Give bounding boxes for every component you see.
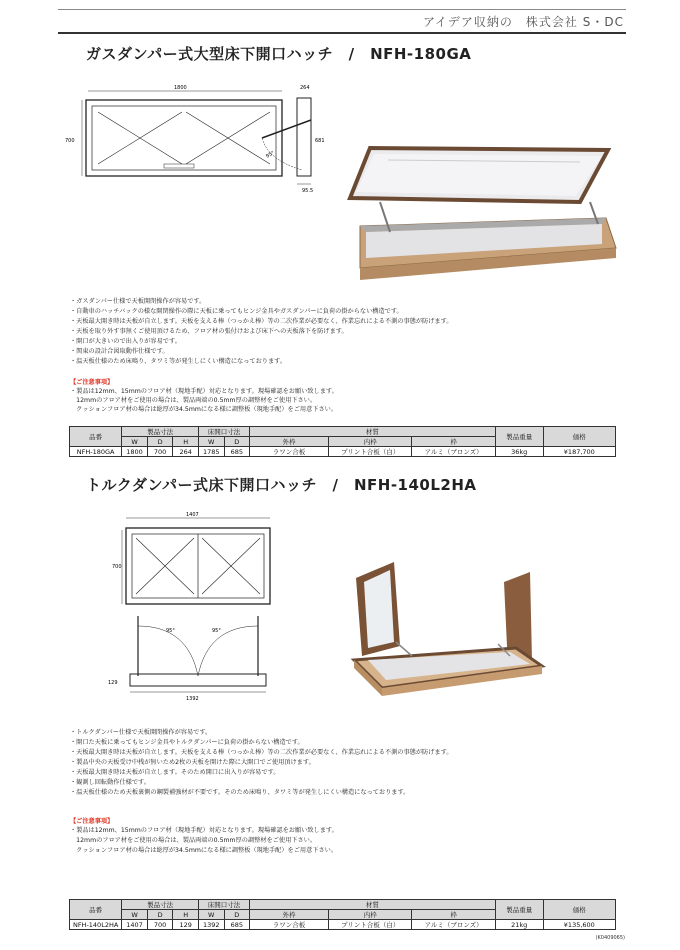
cell-H: 129	[173, 920, 199, 930]
col-D: D	[147, 910, 173, 920]
feature-line: ・トルクダンパー仕様で天板開閉操作が容易です。	[70, 729, 212, 736]
cell-D2: 685	[224, 920, 250, 930]
section2-title: トルクダンパー式床下開口ハッチ / NFH-140L2HA	[86, 476, 477, 494]
dim-bottom-label: 1392	[186, 696, 199, 702]
hatch-outline	[86, 100, 282, 176]
col-W2: W	[198, 437, 224, 447]
header-top-rule	[58, 9, 626, 10]
feature-line: ・温天板仕様のため天板裏側の鋼製補強材が不要です。そのため床鳴り、タワミ等が発生しにくい構造になっております。	[70, 789, 410, 796]
col-W: W	[122, 910, 148, 920]
dim-width-label: 1407	[186, 512, 199, 518]
feature-line: ・開口が大きいので出入りが容易です。	[70, 338, 181, 345]
col-H: H	[173, 437, 199, 447]
col-D2: D	[224, 437, 250, 447]
feature-line: ・製品中央の天板受け中桟が無いため2枚の天板を開けた際に大開口でご使用頂けます。	[70, 759, 315, 766]
feature-line: ・関東の設計合図取動作仕様です。	[70, 348, 169, 355]
col-price-header: 価格	[543, 900, 615, 920]
cell-model: NFH-180GA	[70, 447, 122, 457]
section1-spec-table	[69, 426, 616, 457]
section2-notes-title: 【ご注意事項】	[70, 818, 114, 825]
col-inner-header: 床開口寸法	[198, 900, 249, 910]
dim-side-label: 264	[300, 85, 310, 91]
section1-product-photo	[340, 140, 620, 300]
col-inner-header: 床開口寸法	[198, 427, 249, 437]
section1-technical-drawing	[62, 80, 325, 198]
section1-notes-title: 【ご注意事項】	[70, 379, 114, 386]
cell-D2: 685	[224, 447, 250, 457]
cell-W2: 1785	[198, 447, 224, 457]
header-rule	[58, 32, 626, 34]
dim-width-label: 1800	[174, 85, 187, 91]
section1-title: ガスダンパー式大型床下開口ハッチ / NFH-180GA	[86, 45, 472, 63]
feature-line: ・天板最大開き時は天板が自立します。そのため開口に出入りが容易です。	[70, 769, 280, 776]
feature-line: ・天板最大開き時は天板が自立します。天板を支える棒（つっかえ棒）等の二次作業が必要なく、作業忘れによる不測の事態が防げます。	[70, 749, 453, 756]
note-line: ・製品は12mm、15mmのフロア材（現地手配）対応となります。現場確認をお願い致します。	[70, 388, 338, 395]
dim-angle2-label: 95°	[212, 628, 221, 634]
col-price-header: 価格	[543, 427, 615, 447]
cell-H: 264	[173, 447, 199, 457]
col-D: D	[147, 437, 173, 447]
feature-line: ・天板を取り外す事無くご使用頂けるため、フロア材の張付けおよび床下への天板落下を防げます。	[70, 328, 348, 335]
feature-line: ・自動車のハッチバックの様な開閉操作の際に天板に乗ってもヒンジ金具やガスダンパーに負荷の掛からない構造です。	[70, 308, 403, 315]
cell-D: 700	[147, 920, 173, 930]
col-m1: 外枠	[250, 437, 329, 447]
note-line: ・製品は12mm、15mmのフロア材（現地手配）対応となります。現場確認をお願い致します。	[70, 827, 338, 834]
dim-height-label: 681	[315, 138, 325, 144]
col-W2: W	[198, 910, 224, 920]
dim-angle1-label: 95°	[166, 628, 175, 634]
col-outer-header: 製品寸法	[122, 900, 199, 910]
section2-spec-table	[69, 899, 616, 930]
feature-line: ・観測し回転動作仕様です。	[70, 779, 150, 786]
dim-foot-label: 95.5	[302, 188, 314, 194]
document-code: (K0409065)	[595, 935, 625, 941]
col-H: H	[173, 910, 199, 920]
table-row	[70, 920, 616, 930]
col-D2: D	[224, 910, 250, 920]
cell-D: 700	[147, 447, 173, 457]
col-material-header: 材質	[250, 427, 496, 437]
col-outer-header: 製品寸法	[122, 427, 199, 437]
cell-price: ¥187,700	[543, 447, 615, 457]
cell-W: 1800	[122, 447, 148, 457]
col-model-header: 品番	[70, 900, 122, 920]
col-m3: 枠	[412, 910, 495, 920]
dim-depth-label: 700	[112, 564, 122, 570]
col-m2: 内枠	[329, 910, 412, 920]
feature-line: ・開口た天板に乗ってもヒンジ金具やトルクダンパーに負荷の掛からない構造です。	[70, 739, 304, 746]
col-W: W	[122, 437, 148, 447]
cell-price: ¥135,600	[543, 920, 615, 930]
note-line: 12mmのフロア材をご使用の場合は、製品両端の0.5mm厚の調整材をご使用下さい。	[70, 397, 317, 404]
col-material-header: 材質	[250, 900, 496, 910]
note-line: クッションフロア材の場合は総厚が34.5mmになる様に調整板（現地手配）をご用意下さい。	[70, 847, 338, 854]
note-line: 12mmのフロア材をご使用の場合は、製品両端の0.5mm厚の調整材をご使用下さい。	[70, 837, 317, 844]
cell-m3: アルミ（ブロンズ）	[412, 920, 495, 930]
dim-height-label: 129	[108, 680, 118, 686]
section2-technical-drawing	[108, 508, 278, 704]
col-model-header: 品番	[70, 427, 122, 447]
cell-m2: プリント合板（白）	[329, 920, 412, 930]
col-weight-header: 製品重量	[495, 427, 543, 447]
col-m1: 外枠	[250, 910, 329, 920]
dim-angle-label: 95°	[265, 150, 276, 160]
cell-model: NFH-140L2HA	[70, 920, 122, 930]
dim-depth-label: 700	[65, 138, 75, 144]
cell-weight: 21kg	[495, 920, 543, 930]
section2-product-photo	[346, 560, 546, 700]
cell-m1: ラワン合板	[250, 920, 329, 930]
col-weight-header: 製品重量	[495, 900, 543, 920]
cell-m3: アルミ（ブロンズ）	[412, 447, 495, 457]
cell-m1: ラワン合板	[250, 447, 329, 457]
feature-line: ・ガスダンパー仕様で天板開閉操作が容易です。	[70, 298, 206, 305]
feature-line: ・天板最大開き時は天板が自立します。天板を支える棒（つっかえ棒）等の二次作業が必要なく、作業忘れによる不測の事態が防げます。	[70, 318, 453, 325]
col-m3: 枠	[412, 437, 495, 447]
cell-weight: 36kg	[495, 447, 543, 457]
feature-line: ・温天板仕様のため床鳴り、タワミ等が発生しにくい構造になっております。	[70, 358, 287, 365]
col-m2: 内枠	[329, 437, 412, 447]
note-line: クッションフロア材の場合は総厚が34.5mmになる様に調整板（現地手配）をご用意下さい。	[70, 406, 338, 413]
side-view	[297, 98, 311, 176]
cell-m2: プリント合板（白）	[329, 447, 412, 457]
cell-W2: 1392	[198, 920, 224, 930]
table-row	[70, 447, 616, 457]
cell-W: 1407	[122, 920, 148, 930]
company-brand: アイデア収納の 株式会社 S・DC	[423, 15, 624, 29]
